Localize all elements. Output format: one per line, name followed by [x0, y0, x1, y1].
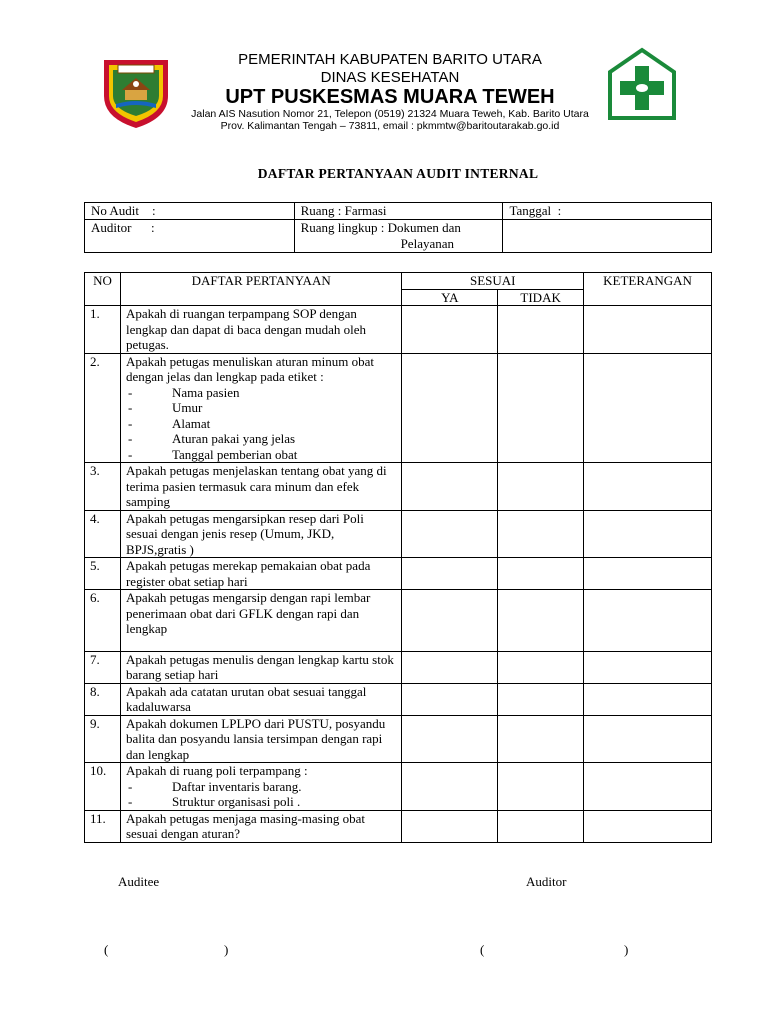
question-cell [120, 715, 401, 763]
ya-cell [402, 810, 498, 842]
tanggal-field: Tanggal : [503, 203, 712, 220]
sublist-item-text: Nama pasien [171, 384, 240, 400]
keterangan-cell [584, 683, 712, 715]
row-number: 4. [85, 510, 121, 558]
question-text: Apakah petugas merekap pemakaian obat pada register obat setiap hari [125, 558, 371, 589]
header-contact: Prov. Kalimantan Tengah – 73811, email : pkmmtw@baritoutarakab.go.id [220, 120, 560, 132]
tidak-cell [498, 651, 584, 683]
header-address: Jalan AIS Nasution Nomor 21, Telepon (0519) 21324 Muara Teweh, Kab. Barito Utara [191, 108, 589, 120]
tidak-cell [498, 590, 584, 652]
question-cell [120, 510, 401, 558]
header-government: PEMERINTAH KABUPATEN BARITO UTARA [238, 51, 542, 68]
sublist-item [126, 385, 396, 401]
table-row [85, 763, 712, 811]
dash-bullet: - [127, 778, 133, 794]
tidak-cell [498, 683, 584, 715]
tidak-cell [498, 715, 584, 763]
dash-bullet: - [127, 794, 133, 809]
keterangan-cell [584, 463, 712, 511]
keterangan-cell [584, 558, 712, 590]
row-number: 5. [85, 558, 121, 590]
tidak-cell [498, 558, 584, 590]
sublist-item [126, 794, 396, 810]
tidak-cell [498, 306, 584, 354]
keterangan-cell [584, 810, 712, 842]
row-number: 10. [85, 763, 121, 811]
header-sesuai: SESUAI [402, 273, 584, 290]
regency-emblem-icon [100, 52, 172, 130]
question-cell [120, 763, 401, 811]
table-row [85, 306, 712, 354]
ya-cell [402, 590, 498, 652]
row-number: 2. [85, 353, 121, 463]
table-row [85, 558, 712, 590]
sublist-item-text: Alamat [171, 415, 211, 431]
question-text: Apakah ada catatan urutan obat sesuai tanggal kadaluwarsa [125, 683, 367, 714]
sublist-item [126, 779, 396, 795]
auditee-sign-close: ) [224, 942, 229, 957]
question-cell [120, 306, 401, 354]
ruang-field: Ruang : Farmasi [294, 203, 503, 220]
table-row [85, 810, 712, 842]
auditor-sign-close: ) [624, 942, 629, 957]
table-row [85, 715, 712, 763]
keterangan-cell [584, 651, 712, 683]
ya-cell [402, 651, 498, 683]
question-cell [120, 558, 401, 590]
table-row [85, 463, 712, 511]
question-cell [120, 463, 401, 511]
question-cell [120, 810, 401, 842]
ya-cell [402, 353, 498, 463]
table-row [85, 651, 712, 683]
sublist-item [126, 447, 396, 463]
question-cell [120, 683, 401, 715]
auditee-sign-open: ( [104, 942, 109, 957]
tidak-cell [498, 810, 584, 842]
question-text: Apakah petugas menuliskan aturan minum obat dengan jelas dan lengkap pada etiket : [125, 353, 374, 384]
sublist-item-text: Aturan pakai yang jelas [171, 431, 296, 446]
dash-bullet: - [127, 415, 133, 431]
question-text: Apakah dokumen LPLPO dari PUSTU, posyandu balita dan posyandu lansia tersimpan dengan rapi dan lengkap [125, 715, 386, 762]
header-question: DAFTAR PERTANYAAN [120, 273, 401, 306]
sublist-item-text: Umur [171, 400, 203, 415]
ya-cell [402, 683, 498, 715]
row-number: 11. [85, 810, 121, 842]
header-ya: YA [402, 289, 498, 306]
row-number: 1. [85, 306, 121, 354]
auditor-extra-cell [503, 220, 712, 253]
header-institution: UPT PUSKESMAS MUARA TEWEH [225, 86, 555, 108]
audit-info-table [84, 202, 712, 253]
keterangan-cell [584, 763, 712, 811]
ya-cell [402, 306, 498, 354]
row-number: 3. [85, 463, 121, 511]
puskesmas-logo-icon [606, 46, 678, 124]
ruang-lingkup-field: Ruang lingkup : Dokumen dan Pelayanan [294, 220, 503, 253]
question-cell [120, 590, 401, 652]
dash-bullet: - [127, 384, 133, 400]
keterangan-cell [584, 353, 712, 463]
question-cell [120, 353, 401, 463]
question-text: Apakah petugas menjelaskan tentang obat yang di terima pasien termasuk cara minum dan efek samping [125, 463, 387, 509]
auditor-field: Auditor : [85, 220, 295, 253]
tidak-cell [498, 463, 584, 511]
ya-cell [402, 715, 498, 763]
document-title: DAFTAR PERTANYAAN AUDIT INTERNAL [257, 166, 539, 181]
table-row [85, 353, 712, 463]
table-row [85, 510, 712, 558]
question-table [84, 272, 712, 843]
table-row [85, 683, 712, 715]
question-sublist [126, 779, 396, 810]
dash-bullet: - [127, 400, 133, 415]
question-text: Apakah petugas menjaga masing-masing obat sesuai dengan aturan? [125, 810, 365, 841]
row-number: 8. [85, 683, 121, 715]
ya-cell [402, 463, 498, 511]
row-number: 9. [85, 715, 121, 763]
keterangan-cell [584, 715, 712, 763]
keterangan-cell [584, 510, 712, 558]
ya-cell [402, 558, 498, 590]
row-number: 7. [85, 651, 121, 683]
keterangan-cell [584, 590, 712, 652]
sublist-item-text: Daftar inventaris barang. [171, 778, 302, 794]
sublist-item-text: Struktur organisasi poli . [171, 794, 301, 809]
sublist-item-text: Tanggal pemberian obat [171, 446, 298, 462]
auditor-sign-open: ( [480, 942, 485, 957]
question-text: Apakah petugas mengarsipkan resep dari Poli sesuai dengan jenis resep (Umum, JKD, BPJS,gratis ) [125, 510, 364, 557]
row-number: 6. [85, 590, 121, 652]
question-cell [120, 651, 401, 683]
header-department: DINAS KESEHATAN [320, 69, 460, 86]
question-text: Apakah petugas mengarsip dengan rapi lembar penerimaan obat dari GFLK dengan rapi dan lengkap [125, 590, 371, 636]
tidak-cell [498, 763, 584, 811]
tidak-cell [498, 353, 584, 463]
no-audit-field: No Audit : [85, 203, 295, 220]
ya-cell [402, 510, 498, 558]
auditor-label: Auditor [526, 874, 567, 889]
header-no: NO [85, 273, 121, 306]
question-sublist [126, 385, 396, 463]
ya-cell [402, 763, 498, 811]
header-keterangan: KETERANGAN [584, 273, 712, 306]
auditee-label: Auditee [118, 874, 160, 889]
sublist-item [126, 416, 396, 432]
sublist-item [126, 431, 396, 447]
tidak-cell [498, 510, 584, 558]
question-text: Apakah di ruangan terpampang SOP dengan lengkap dan dapat di baca dengan mudah oleh petugas. [125, 306, 367, 352]
question-text: Apakah di ruang poli terpampang : [125, 763, 308, 778]
header-tidak: TIDAK [498, 289, 584, 306]
dash-bullet: - [127, 446, 133, 462]
keterangan-cell [584, 306, 712, 354]
question-text: Apakah petugas menulis dengan lengkap kartu stok barang setiap hari [125, 651, 394, 682]
table-row [85, 590, 712, 652]
dash-bullet: - [127, 431, 133, 446]
sublist-item [126, 400, 396, 416]
